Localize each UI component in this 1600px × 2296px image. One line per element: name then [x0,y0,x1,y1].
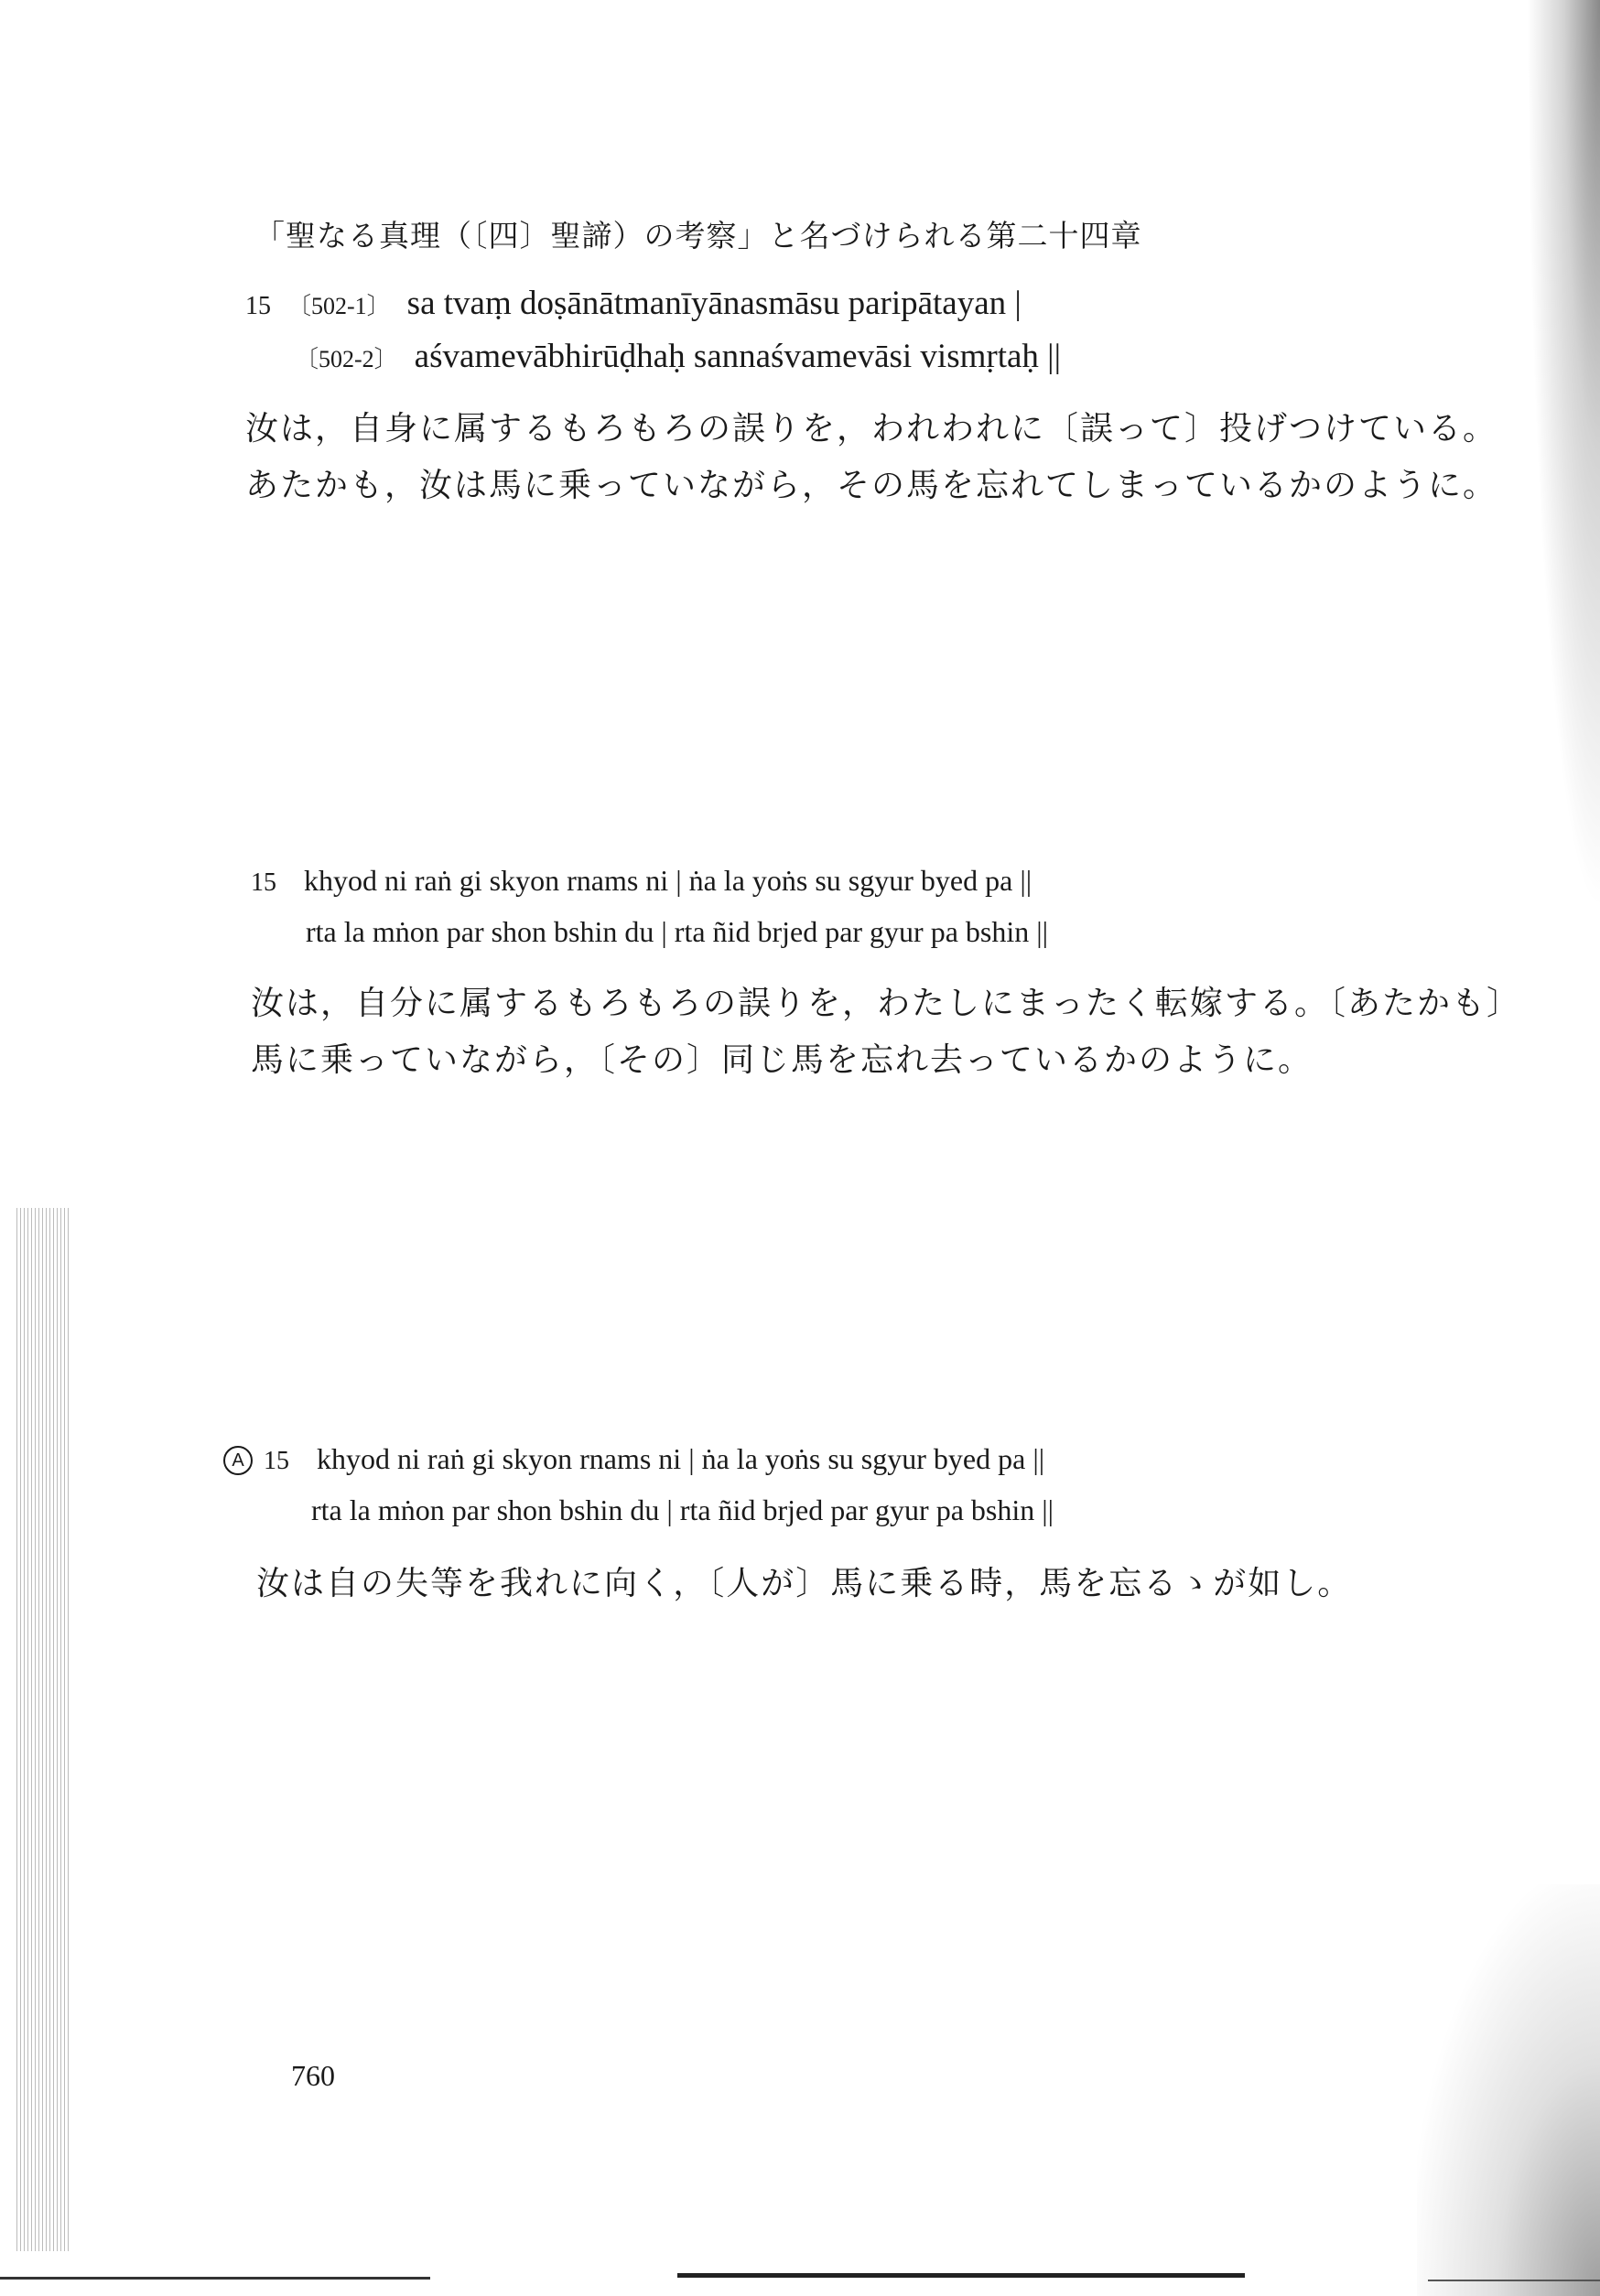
scan-rule-right [1428,2280,1600,2281]
tibetan-line-2: rta la mṅon par shon bshin du | rta ñid brjed par gyur pa bshin || [306,915,1049,948]
akutobhaya-translation-line-1: 汝は自の失等を我れに向く，〔人が〕馬に乗る時，馬を忘るゝが如し。 [256,1565,1353,1602]
sanskrit-verse-text: sa tvaṃ doṣānātmanīyānasmāsu paripātayan | [406,285,1022,322]
akutobhaya-verse-text: khyod ni raṅ gi skyon rnams ni | ṅa la yoṅs su sgyur byed pa || [317,1442,1045,1475]
page-number: 760 [291,2059,335,2092]
tibetan-verse-text: khyod ni raṅ gi skyon rnams ni | ṅa la yoṅs su sgyur byed pa || [304,864,1032,897]
tibetan-translation-line-1: 汝は，自分に属するもろもろの誤りを，わたしにまったく転嫁する。〔あたかも〕 [251,985,1522,1022]
scan-rule-left [0,2277,430,2280]
sanskrit-line-2 [295,337,1061,376]
verse-reference: 〔502-2〕 [295,346,398,372]
verse-number: 15 [245,292,271,320]
tibetan-line-1 [251,864,1032,898]
sanskrit-translation-line-2: あたかも，汝は馬に乗っていながら，その馬を忘れてしまっているかのように。 [245,467,1498,504]
sanskrit-translation-line-1: 汝は，自身に属するもろもろの誤りを，われわれに〔誤って〕投げつけている。 [245,410,1498,447]
verse-number: 15 [264,1447,289,1475]
akutobhaya-line-1 [223,1442,1044,1476]
scan-edge-right-bottom [1417,1884,1600,2296]
tibetan-translation-line-2: 馬に乗っていながら，〔その〕同じ馬を忘れ去っているかのように。 [251,1041,1314,1079]
chapter-header: 「聖なる真理（〔四〕聖諦）の考察」と名づけられる第二十四章 [254,218,1142,253]
scan-rule-center [677,2273,1245,2278]
akutobhaya-line-2: rta la mṅon par shon bshin du | rta ñid brjed par gyur pa bshin || [311,1493,1054,1526]
verse-reference: 〔502-1〕 [287,293,391,319]
circled-marker-icon: A [223,1446,253,1475]
scan-edge-right-top [1527,0,1600,915]
sanskrit-verse-text: aśvamevābhirūḍhaḥ sannaśvamevāsi vismṛtaḥ || [414,338,1061,375]
verse-number: 15 [251,868,276,897]
sanskrit-line-1 [245,284,1022,323]
scan-edge-left [16,1208,70,2251]
